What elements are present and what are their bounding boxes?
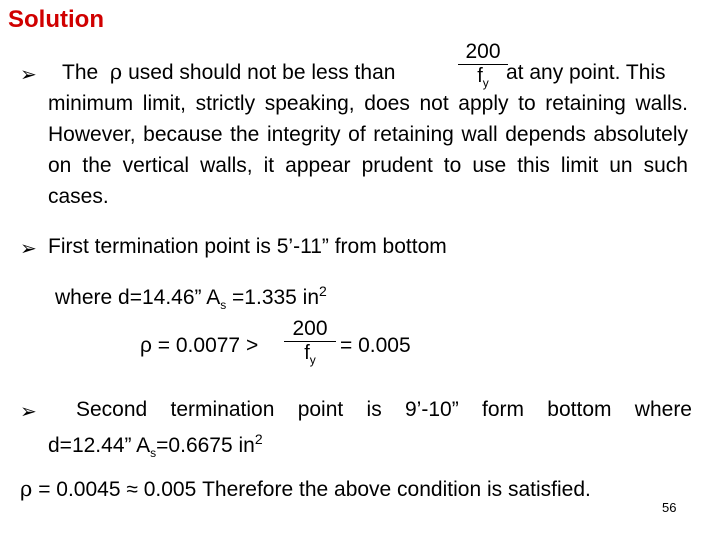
bullet1-body: minimum limit, strictly speaking, does not apply to retaining walls. However, because the integrity of retaining wall depends absolutely on the vertical walls, it appear prudent to use this limit un such cases.	[48, 92, 688, 208]
rho-symbol: ρ	[20, 477, 33, 501]
equation-lhs: ρ = 0.0077 >	[140, 334, 259, 357]
bullet1-text-pre: The	[62, 61, 99, 84]
bullet-arrow-icon: ➢	[20, 238, 37, 260]
bullet2-text: First termination point is 5’-11” from bottom	[48, 235, 447, 258]
slide-title: Solution	[8, 6, 104, 33]
bullet3-line2: d=12.44” $A_s=0.6675$ $in^2$	[48, 431, 263, 461]
page-number: 56	[662, 500, 677, 515]
conclusion-line: ρ = 0.0045 ≈ 0.005 Therefore the above condition is satisfied.	[20, 477, 591, 501]
fraction-numerator: 200	[465, 40, 501, 63]
equation-numerator: 200	[292, 317, 328, 340]
bullet-arrow-icon: ➢	[20, 401, 37, 423]
bullet1-line1-end: at any point. This	[506, 61, 666, 84]
fraction-200-fy	[458, 40, 508, 90]
bullet-arrow-icon: ➢	[20, 64, 37, 86]
equation-denominator: $f_y$	[304, 342, 316, 367]
rho-symbol: ρ	[109, 60, 123, 84]
fraction-denominator: $f_y$	[477, 65, 489, 90]
bullet2-where: where d=14.46” $A_s =1.335$ $in^2$	[55, 283, 327, 313]
bullet3-line1: Second termination point is 9’-10” form bottom where	[76, 398, 692, 421]
bullet1-text-mid: used should not be less than	[128, 61, 396, 84]
equation-fraction	[284, 317, 336, 367]
equation-rhs: = 0.005	[340, 334, 411, 357]
